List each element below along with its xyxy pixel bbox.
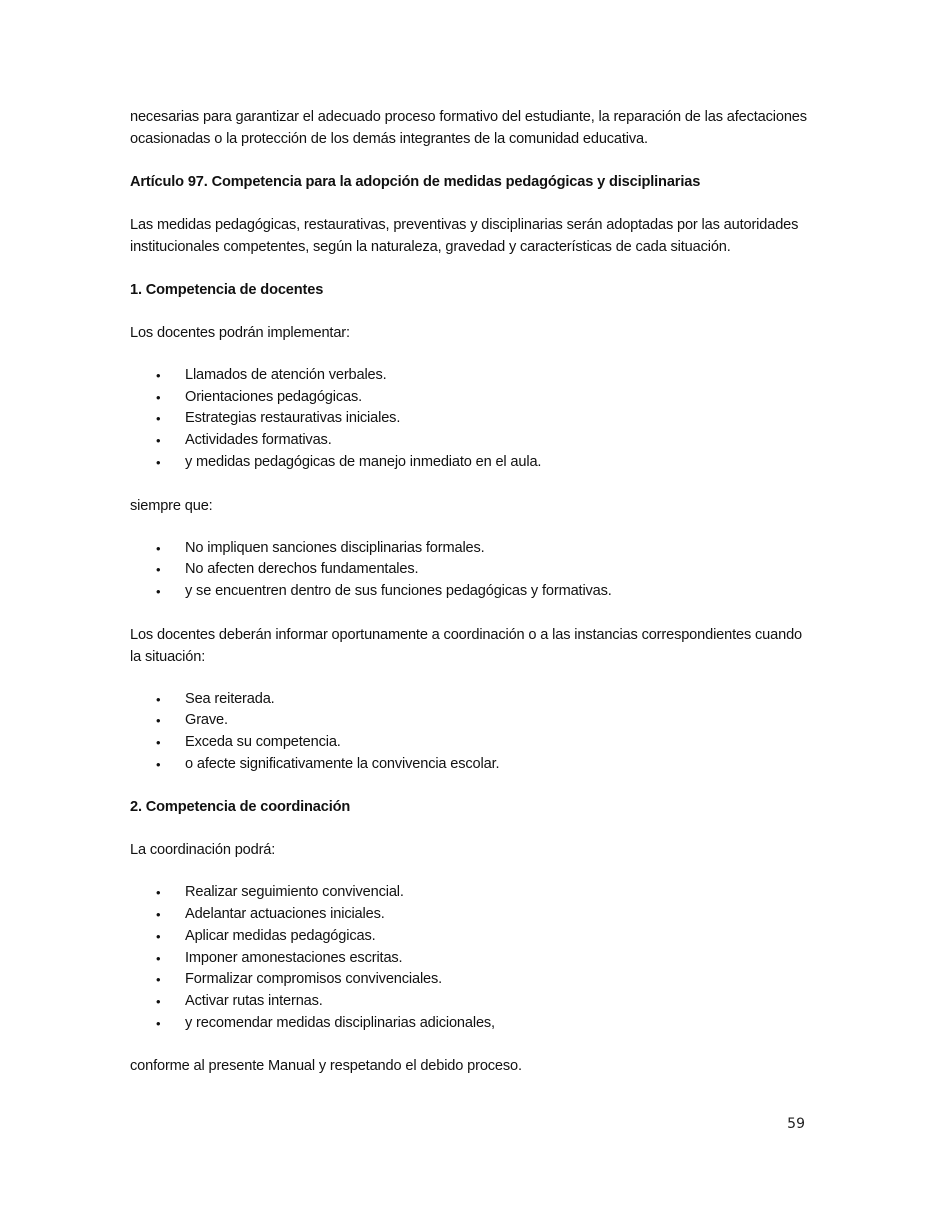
list-item (130, 1013, 810, 1035)
section2-closing: conforme al presente Manual y respetando el debido proceso. (130, 1058, 522, 1075)
list-item-text: Aplicar medidas pedagógicas. (185, 927, 376, 944)
bullet-icon: • (156, 411, 161, 427)
bullet-icon: • (156, 562, 161, 578)
bullet-icon: • (156, 907, 161, 923)
list-item (130, 689, 810, 711)
bullet-icon: • (156, 540, 161, 556)
page-number: 59 (787, 1116, 805, 1132)
bullet-icon: • (156, 735, 161, 751)
section2-lead: La coordinación podrá: (130, 842, 276, 859)
document-page (130, 106, 810, 1077)
list-item-text: y se encuentren dentro de sus funciones pedagógicas y formativas. (185, 582, 612, 599)
list-item-text: Sea reiterada. (185, 690, 275, 707)
list-item-text: Adelantar actuaciones iniciales. (185, 906, 385, 923)
section1-condition-lead: siempre que: (130, 497, 213, 514)
bullet-icon: • (156, 950, 161, 966)
list-item (130, 904, 810, 926)
bullet-icon: • (156, 885, 161, 901)
list-item-text: Estrategias restaurativas iniciales. (185, 410, 401, 427)
list-item-text: y medidas pedagógicas de manejo inmediato en el aula. (185, 453, 542, 470)
list-item (130, 408, 810, 430)
bullet-icon: • (156, 454, 161, 470)
bullet-icon: • (156, 972, 161, 988)
list-item-text: Llamados de atención verbales. (185, 367, 387, 383)
intro-paragraph: necesarias para garantizar el adecuado proceso formativo del estudiante, la reparación de las afectaciones ocasionadas o la protección de los demás integrantes de la comunidad educativa. (130, 109, 807, 147)
list-item (130, 926, 810, 948)
list-item (130, 969, 810, 991)
list-item (130, 732, 810, 754)
list-item (130, 387, 810, 409)
section1-report-list (130, 689, 810, 776)
list-item (130, 754, 810, 776)
list-item-text: Activar rutas internas. (185, 992, 323, 1009)
section1-measures-list (130, 365, 810, 474)
section2-title: 2. Competencia de coordinación (130, 799, 351, 816)
bullet-icon: • (156, 433, 161, 449)
list-item-text: Imponer amonestaciones escritas. (185, 949, 403, 966)
list-item (130, 538, 810, 560)
list-item (130, 991, 810, 1013)
list-item (130, 365, 810, 387)
section1-lead: Los docentes podrán implementar: (130, 325, 350, 341)
bullet-icon: • (156, 368, 161, 383)
article-body: Las medidas pedagógicas, restaurativas, preventivas y disciplinarias serán adoptadas por las autoridades institucionales competentes, según la naturaleza, gravedad y características de cada situación. (130, 217, 799, 255)
section1-report-text: Los docentes deberán informar oportunamente a coordinación o a las instancias correspondientes cuando la situación: (130, 626, 803, 665)
bullet-icon: • (156, 691, 161, 707)
list-item-text: No afecten derechos fundamentales. (185, 561, 419, 578)
bullet-icon: • (156, 756, 161, 772)
list-item-text: Orientaciones pedagógicas. (185, 388, 363, 405)
list-item-text: Grave. (185, 712, 228, 729)
article-title: Artículo 97. Competencia para la adopción de medidas pedagógicas y disciplinarias (130, 174, 701, 190)
list-item-text: y recomendar medidas disciplinarias adicionales, (185, 1014, 495, 1031)
bullet-icon: • (156, 389, 161, 405)
bullet-icon: • (156, 1015, 161, 1031)
list-item-text: Formalizar compromisos convivenciales. (185, 971, 443, 988)
list-item (130, 452, 810, 474)
bullet-icon: • (156, 583, 161, 599)
bullet-icon: • (156, 713, 161, 729)
list-item-text: Actividades formativas. (185, 432, 332, 449)
list-item (130, 559, 810, 581)
list-item (130, 581, 810, 603)
list-item (130, 948, 810, 970)
section2-actions-list (130, 882, 810, 1034)
list-item (130, 710, 810, 732)
list-item (130, 430, 810, 452)
bullet-icon: • (156, 928, 161, 944)
list-item-text: No impliquen sanciones disciplinarias formales. (185, 539, 485, 556)
list-item-text: o afecte significativamente la convivencia escolar. (185, 755, 500, 772)
list-item (130, 882, 810, 904)
section1-conditions-list (130, 538, 810, 603)
list-item-text: Exceda su competencia. (185, 734, 341, 751)
bullet-icon: • (156, 993, 161, 1009)
list-item-text: Realizar seguimiento convivencial. (185, 884, 404, 901)
section1-title: 1. Competencia de docentes (130, 282, 324, 298)
